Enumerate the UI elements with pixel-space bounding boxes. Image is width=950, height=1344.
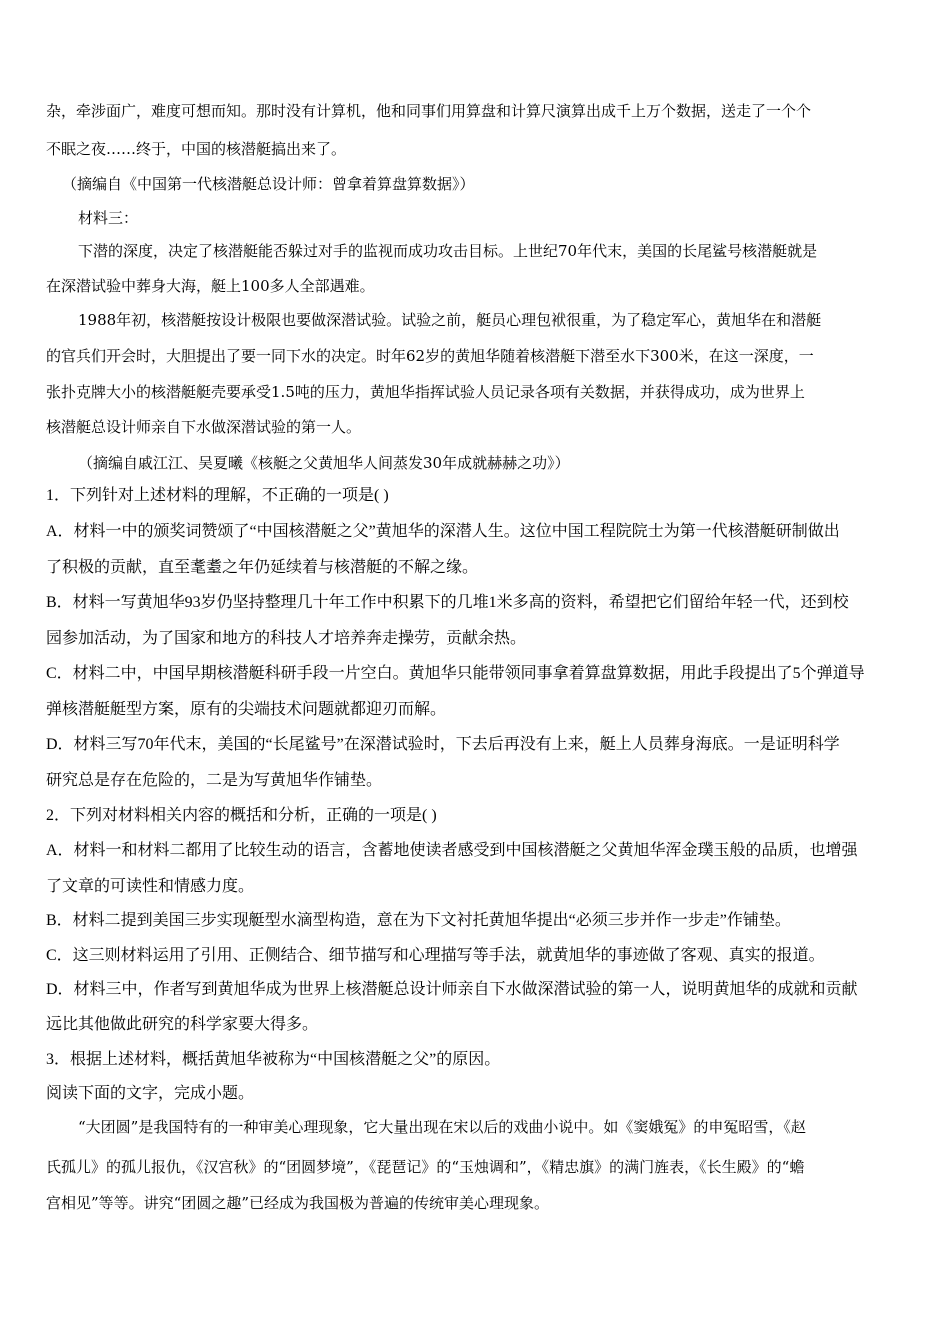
question-2-option-d: 远比其他做此研究的科学家要大得多。 xyxy=(46,1016,319,1033)
question-2-option-d: D．材料三中，作者写到黄旭华成为世界上核潜艇总设计师亲自下水做深潜试验的第一人，说明黄旭华的成就和贡献 xyxy=(46,981,858,998)
question-1-option-a: A．材料一中的颁奖词赞颂了“中国核潜艇之父”黄旭华的深潜人生。这位中国工程院院士为第一代核潜艇研制做出 xyxy=(46,523,840,540)
question-1-option-b: B．材料一写黄旭华93岁仍坚持整理几十年工作中积累下的几堆1米多高的资料，希望把它们留给年轻一代，还到校 xyxy=(46,594,849,611)
material-three-line: 在深潜试验中葬身大海，艇上100多人全部遇难。 xyxy=(46,277,375,295)
material-three-line: 1988年初，核潜艇按设计极限也要做深潜试验。试验之前，艇员心理包袱很重，为了稳定军心，黄旭华在和潜艇 xyxy=(78,311,822,329)
material-three-line: 核潜艇总设计师亲自下水做深潜试验的第一人。 xyxy=(46,418,362,436)
question-1-option-a: 了积极的贡献，直至耄耋之年仍延续着与核潜艇的不解之缘。 xyxy=(46,559,479,576)
question-2-option-a: A．材料一和材料二都用了比较生动的语言，含蓄地使读者感受到中国核潜艇之父黄旭华浑金璞玉般的品质，也增强 xyxy=(46,842,858,859)
question-1-option-d: D．材料三写70年代末，美国的“长尾鲨号”在深潜试验时，下去后再没有上来，艇上人员葬身海底。一是证明科学 xyxy=(46,736,840,753)
material-three-line: 下潜的深度，决定了核潜艇能否躲过对手的监视而成功攻击目标。上世纪70年代末，美国的长尾鲨号核潜艇就是 xyxy=(78,242,818,260)
material-three-source: （摘编自戚江江、吴夏曦《核艇之父黄旭华人间蒸发30年成就赫赫之功》） xyxy=(78,454,570,472)
question-2-stem: 2．下列对材料相关内容的概括和分析，正确的一项是( ) xyxy=(46,807,437,824)
material-three-line: 的官兵们开会时，大胆提出了要一同下水的决定。时年62岁的黄旭华随着核潜艇下潜至水下300米，在这一深度，一 xyxy=(46,347,814,365)
essay-line: “大团圆”是我国特有的一种审美心理现象，它大量出现在宋以后的戏曲小说中。如《窦娥冤》的申冤昭雪，《赵 xyxy=(78,1118,806,1136)
material-three-line: 张扑克牌大小的核潜艇艇壳要承受1.5吨的压力，黄旭华指挥试验人员记录各项有关数据，并获得成功，成为世界上 xyxy=(46,383,805,401)
question-1-option-c: 弹核潜艇艇型方案，原有的尖端技术问题就都迎刃而解。 xyxy=(46,701,447,718)
material-three-heading: 材料三： xyxy=(78,209,139,227)
question-2-option-b: B．材料二提到美国三步实现艇型水滴型构造，意在为下文衬托黄旭华提出“必须三步并作一步走”作铺垫。 xyxy=(46,912,791,929)
essay-line: 氏孤儿》的孤儿报仇，《汉宫秋》的“团圆梦境”，《琵琶记》的“玉烛调和”，《精忠旗》的满门旌表，《长生殿》的“蟾 xyxy=(46,1158,805,1176)
question-2-option-a: 了文章的可读性和情感力度。 xyxy=(46,878,255,895)
material-two-line: 杂，牵涉面广，难度可想而知。那时没有计算机，他和同事们用算盘和计算尺演算出成千上万个数据，送走了一个个 xyxy=(46,102,812,120)
question-1-option-d: 研究总是存在危险的，二是为写黄旭华作铺垫。 xyxy=(46,772,383,789)
reading-instruction: 阅读下面的文字，完成小题。 xyxy=(46,1085,255,1102)
question-1-option-c: C．材料二中，中国早期核潜艇科研手段一片空白。黄旭华只能带领同事拿着算盘算数据，用此手段提出了5个弹道导 xyxy=(46,665,865,682)
question-2-option-c: C．这三则材料运用了引用、正侧结合、细节描写和心理描写等手法，就黄旭华的事迹做了客观、真实的报道。 xyxy=(46,947,825,964)
essay-line: 宫相见”等等。讲究“团圆之趣”已经成为我国极为普遍的传统审美心理现象。 xyxy=(46,1194,550,1212)
material-two-source: （摘编自《中国第一代核潜艇总设计师：曾拿着算盘算数据》） xyxy=(62,175,475,193)
question-1-option-b: 园参加活动，为了国家和地方的科技人才培养奔走操劳，贡献余热。 xyxy=(46,630,527,647)
material-two-line: 不眠之夜……终于，中国的核潜艇搞出来了。 xyxy=(46,140,347,158)
question-3-stem: 3．根据上述材料，概括黄旭华被称为“中国核潜艇之父”的原因。 xyxy=(46,1051,501,1068)
question-1-stem: 1．下列针对上述材料的理解，不正确的一项是( ) xyxy=(46,487,389,504)
